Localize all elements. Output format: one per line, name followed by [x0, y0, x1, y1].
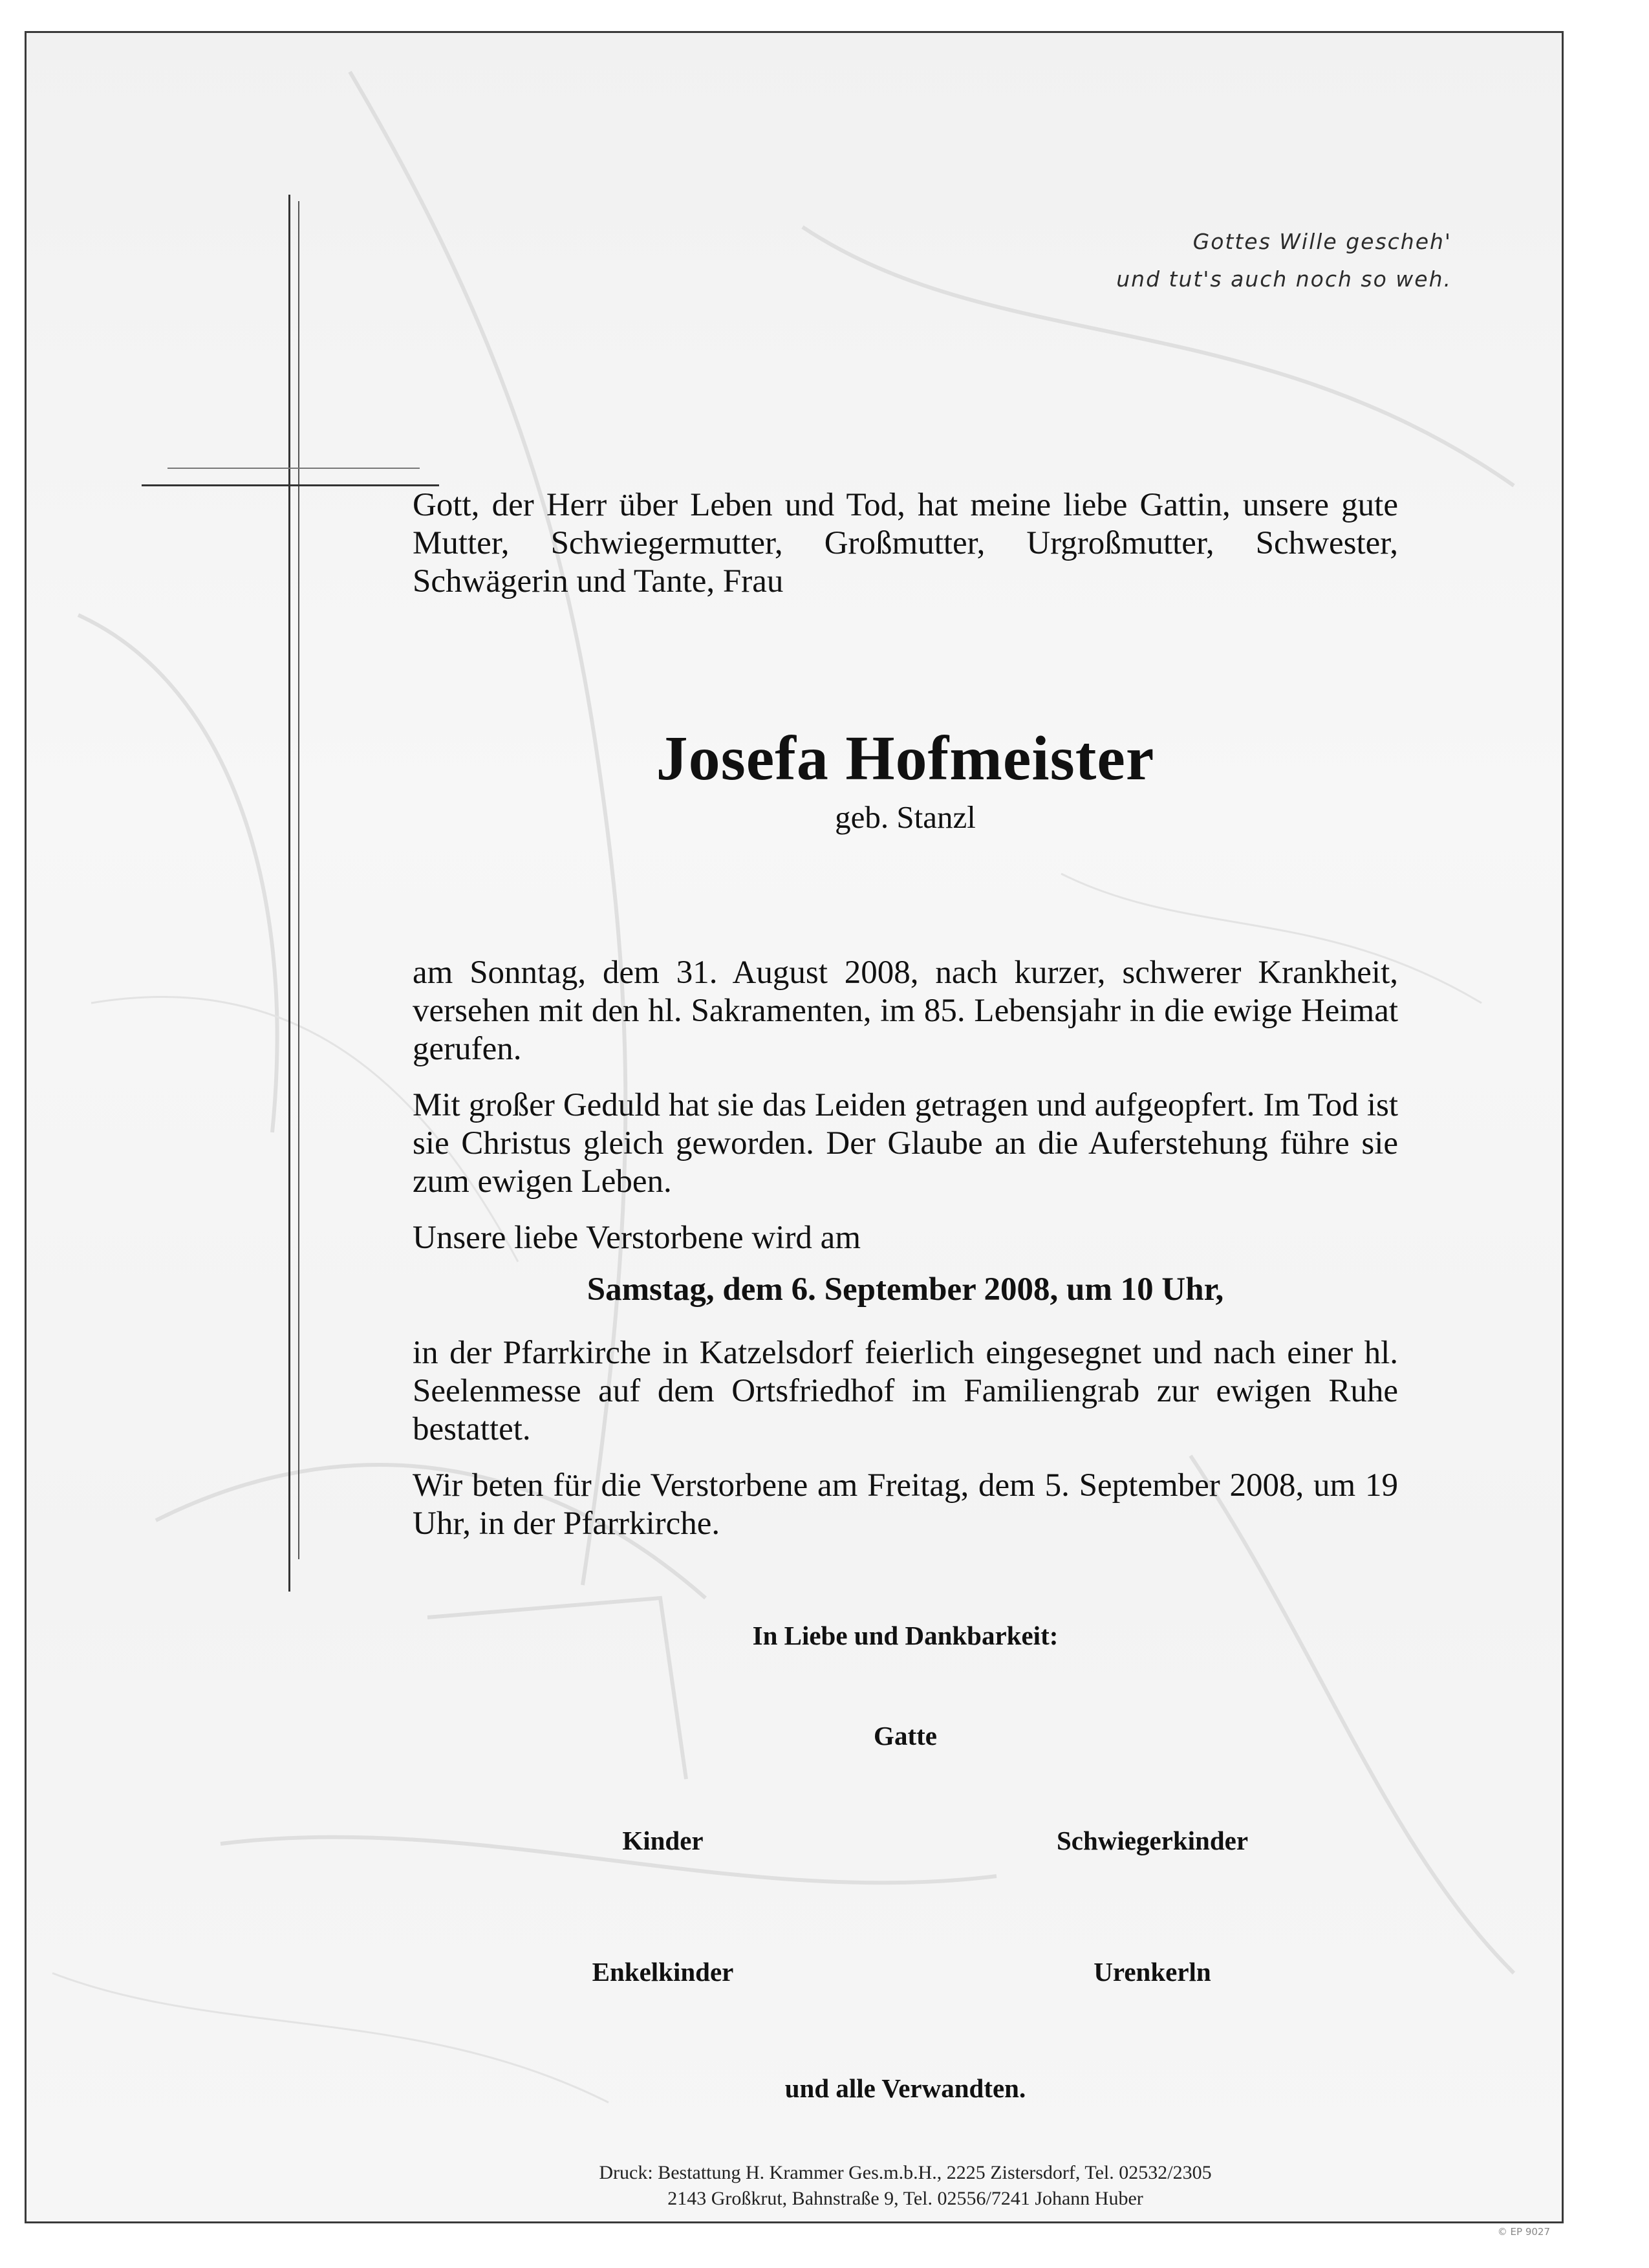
form-code: © EP 9027 — [1497, 2226, 1550, 2238]
motto — [870, 223, 1452, 298]
intro-paragraph: Gott, der Herr über Leben und Tod, hat meine liebe Gattin, unsere gute Mutter, Schwiegermutter, Großmutter, Urgroßmutter, Schwester, Schwägerin und Tante, Frau — [413, 487, 1398, 599]
mourner-children-in-law: Schwiegerkinder — [1056, 1826, 1249, 1855]
mourner-children: Kinder — [622, 1826, 704, 1855]
printer-imprint — [0, 2160, 1649, 2212]
motto-line-2: und tut's auch noch so weh. — [1116, 266, 1452, 292]
funeral-lead-in: Unsere liebe Verstorbene wird am — [413, 1220, 861, 1256]
motto-line-1: Gottes Wille gescheh' — [1192, 229, 1452, 254]
mourner-great-grandchildren: Urenkerln — [1094, 1957, 1211, 1987]
mourners-intro: In Liebe und Dankbarkeit: — [752, 1621, 1059, 1650]
mourner-relatives: und alle Verwandten. — [784, 2073, 1026, 2103]
cross-vertical-bar — [288, 195, 290, 1592]
cross-horizontal-bar — [142, 484, 439, 486]
cross-horizontal-inner-bar — [167, 468, 420, 469]
prayer-paragraph: Wir beten für die Verstorbene am Freitag, dem 5. September 2008, um 19 Uhr, in der Pfarrkirche. — [413, 1467, 1398, 1542]
maiden-name: geb. Stanzl — [835, 799, 976, 835]
death-paragraph: am Sonntag, dem 31. August 2008, nach kurzer, schwerer Krankheit, versehen mit den hl. Sakramenten, im 85. Lebensjahr in die ewige Heimat gerufen. — [413, 955, 1398, 1067]
deceased-name: Josefa Hofmeister — [656, 724, 1155, 794]
funeral-details: in der Pfarrkirche in Katzelsdorf feierlich eingesegnet und nach einer hl. Seelenmesse auf dem Ortsfriedhof im Familiengrab zur ewigen Ruhe bestattet. — [413, 1335, 1398, 1447]
mourner-spouse: Gatte — [874, 1721, 937, 1751]
mourner-grandchildren: Enkelkinder — [592, 1957, 734, 1987]
cross-vertical-inner-bar — [298, 201, 299, 1559]
funeral-date: Samstag, dem 6. September 2008, um 10 Uhr, — [587, 1271, 1224, 1308]
printer-line-2: 2143 Großkrut, Bahnstraße 9, Tel. 02556/7241 Johann Huber — [667, 2188, 1143, 2209]
printer-line-1: Druck: Bestattung H. Krammer Ges.m.b.H., 2225 Zistersdorf, Tel. 02532/2305 — [599, 2162, 1212, 2183]
patience-paragraph: Mit großer Geduld hat sie das Leiden getragen und aufgeopfert. Im Tod ist sie Christus gleich geworden. Der Glaube an die Auferstehung führe sie zum ewigen Leben. — [413, 1087, 1398, 1200]
